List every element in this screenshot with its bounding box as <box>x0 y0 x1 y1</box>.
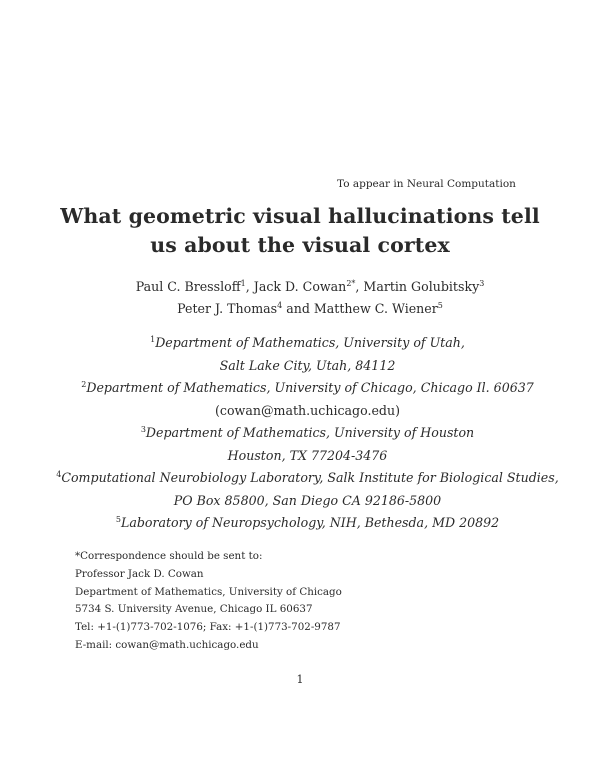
correspondence-line: Professor Jack D. Cowan <box>75 567 204 580</box>
affiliation-5-line-1 <box>50 512 565 535</box>
affiliation-text: Department of Mathematics, University of Utah, <box>155 335 465 350</box>
appear-note: To appear in Neural Computation <box>337 178 516 190</box>
affiliation-4-line-1 <box>50 467 565 490</box>
correspondence-line: Department of Mathematics, University of Chicago <box>75 585 342 598</box>
author-mark: 5 <box>437 301 443 310</box>
affiliation-mark: 3 <box>140 425 146 434</box>
affiliation-text: Computational Neurobiology Laboratory, Salk Institute for Biological Studies, <box>61 470 559 485</box>
author-separator: , <box>355 279 364 294</box>
affiliation-mark: 4 <box>56 470 62 479</box>
correspondence-line: Tel: +1-(1)773-702-1076; Fax: +1-(1)773-702-9787 <box>75 621 341 634</box>
affiliation-1-line-2: Salt Lake City, Utah, 84112 <box>219 357 396 373</box>
paper-title <box>60 202 540 260</box>
affiliations <box>50 332 565 535</box>
affiliation-mark: 2 <box>81 380 87 389</box>
author-name: Martin Golubitsky <box>363 279 480 294</box>
affiliation-mark: 5 <box>115 515 121 524</box>
affiliation-3-line-2: Houston, TX 77204-3476 <box>227 447 388 463</box>
correspondence-line: 5734 S. University Avenue, Chicago IL 60637 <box>75 603 313 616</box>
author-name: Peter J. Thomas <box>177 301 278 316</box>
author-line-1 <box>60 276 560 298</box>
affiliation-1-line-1 <box>50 332 565 355</box>
title-line-1: What geometric visual hallucinations tell <box>60 204 540 228</box>
author-name: Matthew C. Wiener <box>313 301 438 316</box>
affiliation-2-line-1 <box>50 377 565 400</box>
author-separator: , <box>245 279 254 294</box>
author-mark: 3 <box>479 279 485 288</box>
author-conjunction: and <box>282 301 314 316</box>
correspondence-block <box>75 548 342 655</box>
correspondence-heading: *Correspondence should be sent to: <box>75 550 263 562</box>
affiliation-text: Laboratory of Neuropsychology, NIH, Bethesda, MD 20892 <box>120 515 500 530</box>
affiliation-3-line-1 <box>50 422 565 445</box>
author-line-2 <box>60 298 560 320</box>
affiliation-4-line-2: PO Box 85800, San Diego CA 92186-5800 <box>173 492 442 508</box>
author-mark: 4 <box>277 301 283 310</box>
author-list <box>60 276 560 320</box>
correspondence-line: E-mail: cowan@math.uchicago.edu <box>75 638 259 651</box>
author-name: Paul C. Bressloff <box>135 279 241 294</box>
author-mark: 2* <box>346 279 356 288</box>
affiliation-mark: 1 <box>150 335 156 344</box>
title-line-2: us about the visual cortex <box>150 233 450 257</box>
author-name: Jack D. Cowan <box>253 279 347 294</box>
page-number: 1 <box>296 673 304 686</box>
affiliation-text: Department of Mathematics, University of Chicago, Chicago Il. 60637 <box>86 380 534 395</box>
author-mark: 1 <box>240 279 246 288</box>
affiliation-2-email: (cowan@math.uchicago.edu) <box>215 402 400 418</box>
affiliation-text: Department of Mathematics, University of Houston <box>145 425 475 440</box>
